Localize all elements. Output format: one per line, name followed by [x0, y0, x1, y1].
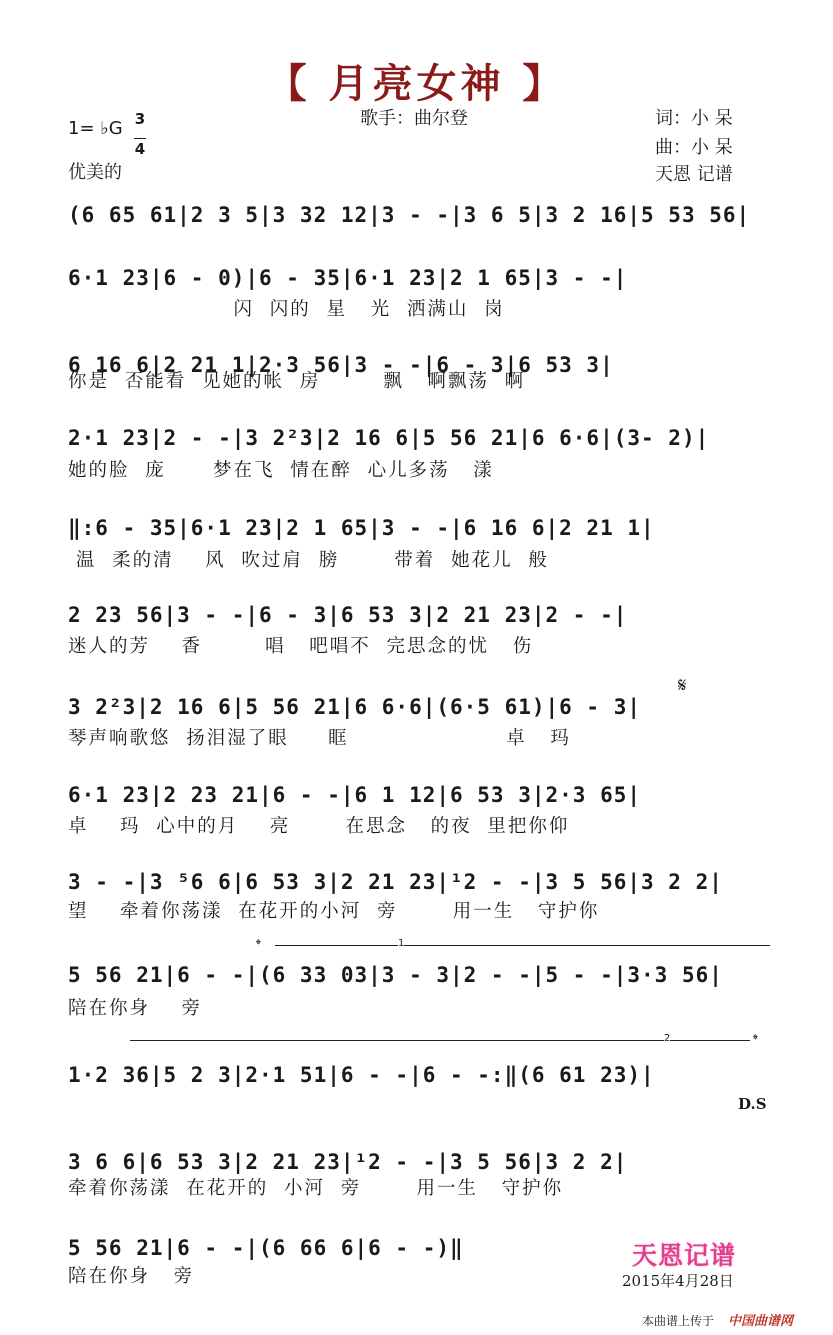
lyricist-credit: 词：小 呆 [655, 108, 733, 129]
segno-sign: 𝄋 [678, 673, 687, 697]
transcriber-watermark: 天恩记谱 [632, 1241, 737, 1270]
transcription-date: 2015年4月28日 [622, 1272, 734, 1290]
lyric-line-4: 她的脸 庞 梦在飞 情在醉 心儿多荡 漾 [68, 460, 494, 481]
score-line-5: ‖:6 - 35|6·1 23|2 1 65|3 - -|6 16 6|2 21 1| [68, 516, 655, 540]
time-signature: 3 4 [134, 110, 146, 158]
lyric-line-12: 牵着你荡漾 在花开的 小河 旁 用一生 守护你 [68, 1178, 564, 1199]
score-line-7: 3 2²3|2 16 6|5 56 21|6 6·6|(6·5 61)|6 - 3| [68, 695, 642, 719]
volta-number-1: 1 [398, 938, 405, 949]
score-line-4: 2·1 23|2 - -|3 2²3|2 16 6|5 56 21|6 6·6|(3- 2)| [68, 426, 710, 450]
lyric-line-9: 望 牵着你荡漾 在花开的小河 旁 用一生 守护你 [68, 901, 600, 922]
lyric-line-5: 温 柔的清 风 吹过肩 膀 带着 她花儿 般 [68, 550, 549, 571]
score-line-2: 6·1 23|6 - 0)|6 - 35|6·1 23|2 1 65|3 - -| [68, 266, 628, 290]
lyric-line-10: 陪在你身 旁 [68, 998, 203, 1019]
score-line-12: 3 6 6|6 53 3|2 21 23|¹2 - -|3 5 56|3 2 2| [68, 1150, 628, 1174]
coda-sign-2: 𝄌 [753, 1032, 758, 1048]
lyric-line-3: 你是 否能看 见她的帐 房 飘 啊飘荡 啊 [68, 371, 526, 392]
score-line-9: 3 - -|3 ⁵6 6|6 53 3|2 21 23|¹2 - -|3 5 56|3 2 2| [68, 870, 723, 894]
score-line-6: 2 23 56|3 - -|6 - 3|6 53 3|2 21 23|2 - -| [68, 603, 628, 627]
lyric-line-6: 迷人的芳 香 唱 吧唱不 完思念的忧 伤 [68, 636, 534, 657]
lyric-line-7: 琴声响歌悠 扬泪湿了眼 眶 卓 玛 [68, 728, 571, 749]
volta-bracket-1-continued [130, 1040, 600, 1041]
transcriber-credit: 天恩 记谱 [655, 164, 733, 185]
lyric-line-8: 卓 玛 心中的月 亮 在思念 的夜 里把你仰 [68, 816, 570, 837]
volta-bracket-2 [600, 1040, 750, 1041]
score-line-13: 5 56 21|6 - -|(6 66 6|6 - -)‖ [68, 1236, 464, 1260]
score-line-8: 6·1 23|2 23 21|6 - -|6 1 12|6 53 3|2·3 65| [68, 783, 642, 807]
score-line-3: 6 16 6|2 21 1|2·3 56|3 - -|6 - 3|6 53 3| [68, 353, 614, 377]
tempo-marking: 优美的 [68, 162, 122, 183]
coda-sign-1: 𝄌 [256, 937, 261, 953]
score-line-11: 1·2 36|5 2 3|2·1 51|6 - -|6 - -:‖(6 61 23)| [68, 1063, 655, 1087]
singer-credit: 歌手：曲尔登 [360, 108, 468, 129]
score-line-10: 5 56 21|6 - -|(6 33 03|3 - 3|2 - -|5 - -|3·3 56| [68, 963, 723, 987]
lyric-line-13: 陪在你身 旁 [68, 1266, 195, 1287]
song-title: 【 月亮女神 】 [266, 61, 567, 107]
lyric-line-2: 闪 闪的 星 光 洒满山 岗 [68, 299, 505, 320]
key-signature: 1= ♭G [68, 118, 123, 139]
dal-segno-mark: D.S [738, 1095, 767, 1113]
footer-brand-logo[interactable]: 中国曲谱网 [728, 1314, 794, 1329]
volta-bracket-1 [275, 945, 770, 946]
volta-number-2: 2 [664, 1033, 671, 1044]
footer-upload-note: 本曲谱上传于 [642, 1314, 715, 1328]
composer-credit: 曲：小 呆 [655, 137, 733, 158]
score-line-1: (6 65 61|2 3 5|3 32 12|3 - -|3 6 5|3 2 16|5 53 56| [68, 203, 751, 227]
